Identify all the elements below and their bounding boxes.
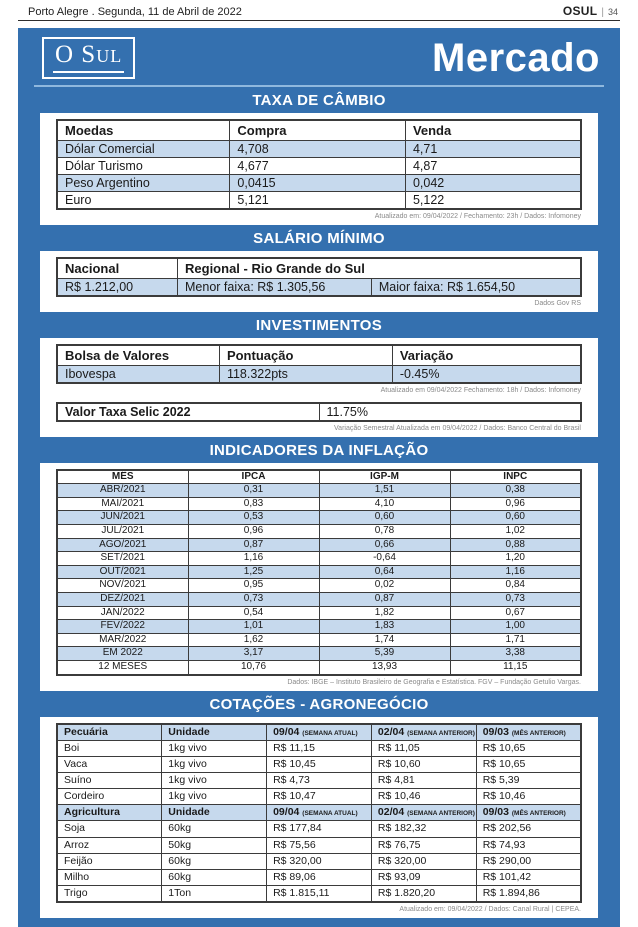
table-cell: 1,16 (188, 552, 319, 566)
table-cell: Ibovespa (57, 366, 219, 384)
table-cell: DEZ/2021 (57, 592, 188, 606)
table-cell: 0,0415 (230, 175, 406, 192)
table-cell: R$ 1.815,11 (267, 885, 372, 902)
brand-divider: | (601, 7, 604, 18)
table-cell: 0,54 (188, 606, 319, 620)
table-cell: 0,60 (450, 511, 581, 525)
column-subheader: (SEMANA ANTERIOR) (407, 729, 475, 737)
column-subheader: (MÊS ANTERIOR) (511, 729, 566, 737)
table-cell: AGO/2021 (57, 538, 188, 552)
table-cell: 1kg vivo (162, 740, 267, 756)
table-cell: R$ 75,56 (267, 837, 372, 853)
column-header: 09/04 (SEMANA ATUAL) (267, 724, 372, 741)
table-cell: R$ 93,09 (371, 869, 476, 885)
column-header: IPCA (188, 470, 319, 484)
section-title-inflacao: INDICADORES DA INFLAÇÃO (209, 441, 429, 459)
table-cell: 0,73 (188, 592, 319, 606)
page-top-bar (0, 0, 638, 19)
section-title-salario: SALÁRIO MÍNIMO (253, 230, 385, 248)
table-cell: Euro (57, 192, 230, 210)
table-cell: -0,64 (319, 552, 450, 566)
table-cell: 60kg (162, 853, 267, 869)
column-header: Unidade (162, 805, 267, 821)
table-cell: 1,71 (450, 633, 581, 647)
masthead-page-ref (563, 4, 618, 18)
column-header: Unidade (162, 724, 267, 741)
table-cell: R$ 10,65 (476, 756, 581, 772)
table-cell: 0,66 (319, 538, 450, 552)
table-cell: 1,16 (450, 565, 581, 579)
column-header: Pecuária (57, 724, 162, 741)
table-row (57, 403, 581, 421)
column-header: Bolsa de Valores (57, 345, 219, 366)
table-row (57, 853, 581, 869)
table-cell: 1,74 (319, 633, 450, 647)
column-header: 09/03 (MÊS ANTERIOR) (476, 805, 581, 821)
column-header: 09/04 (SEMANA ATUAL) (267, 805, 372, 821)
table-cell: R$ 182,32 (371, 821, 476, 837)
table-cell: 0,31 (188, 484, 319, 498)
column-header: Variação (392, 345, 581, 366)
dateline: Porto Alegre . Segunda, 11 de Abril de 2022 (28, 6, 242, 18)
table-cell: 1kg vivo (162, 773, 267, 789)
table-cell: 0,87 (319, 592, 450, 606)
column-header: Regional - Rio Grande do Sul (178, 258, 581, 279)
source-note-bolsa: Atualizado em 09/04/2022 Fechamento: 18h / Dados: Infomoney (380, 387, 581, 395)
osul-logo (42, 37, 135, 79)
card-cotacoes (40, 717, 598, 918)
selic-label: Valor Taxa Selic 2022 (57, 403, 319, 421)
table-cell: R$ 11,05 (371, 740, 476, 756)
table-cell: 4,71 (405, 141, 581, 158)
table-row (57, 869, 581, 885)
table-cell: Arroz (57, 837, 162, 853)
table-cell: FEV/2022 (57, 620, 188, 634)
table-cell: 60kg (162, 821, 267, 837)
table-cell: SET/2021 (57, 552, 188, 566)
source-note-inflacao: Dados: IBGE – Instituto Brasileiro de Geografia e Estatística. FGV – Fundação Getulio Vargas. (287, 678, 581, 686)
table-row (57, 279, 581, 297)
source-note-cotacoes: Atualizado em: 09/04/2022 / Dados: Canal Rural | CEPEA. (399, 906, 581, 913)
column-header: Venda (405, 120, 581, 141)
table-row (57, 141, 581, 158)
table-cell: Suíno (57, 773, 162, 789)
table-cell: 0,87 (188, 538, 319, 552)
table-row (57, 660, 581, 674)
table-salario (56, 257, 582, 297)
page-title: Mercado (432, 36, 600, 81)
table-cell: R$ 202,56 (476, 821, 581, 837)
table-row (57, 579, 581, 593)
table-cell: 0,88 (450, 538, 581, 552)
osul-logo-text: O Sul (53, 42, 124, 73)
source-note-cambio: Atualizado em: 09/04/2022 / Fechamento: 23h / Dados: Infomoney (374, 213, 581, 221)
table-cell: 0,042 (405, 175, 581, 192)
table-cell: Vaca (57, 756, 162, 772)
table-cell: 4,87 (405, 158, 581, 175)
table-cell: 0,96 (450, 497, 581, 511)
source-note-selic: Variação Semestral Atualizada em 09/04/2022 / Dados: Banco Central do Brasil (334, 424, 581, 432)
table-cell: 11,15 (450, 660, 581, 674)
table-cell: MAI/2021 (57, 497, 188, 511)
table-cell: R$ 320,00 (371, 853, 476, 869)
column-header: Moedas (57, 120, 230, 141)
table-header-row (57, 120, 581, 141)
table-cell: 10,76 (188, 660, 319, 674)
table-cell: 13,93 (319, 660, 450, 674)
card-investimentos (40, 338, 598, 436)
column-header: 09/03 (MÊS ANTERIOR) (476, 724, 581, 741)
table-cell: R$ 76,75 (371, 837, 476, 853)
table-header-row (57, 470, 581, 484)
table-row (57, 192, 581, 210)
table-inflacao (56, 469, 582, 676)
column-subheader: (MÊS ANTERIOR) (511, 810, 566, 818)
table-row (57, 620, 581, 634)
table-cell: R$ 10,45 (267, 756, 372, 772)
table-cell: Trigo (57, 885, 162, 902)
section-title-cambio: TAXA DE CÂMBIO (252, 92, 386, 110)
masthead-banner (18, 28, 620, 85)
table-row (57, 511, 581, 525)
table-cell: 0,78 (319, 525, 450, 539)
table-cell: 1kg vivo (162, 756, 267, 772)
table-cell: 1,00 (450, 620, 581, 634)
table-bolsa (56, 344, 582, 384)
table-cell: 0,38 (450, 484, 581, 498)
table-cell: Feijão (57, 853, 162, 869)
table-cell: 4,677 (230, 158, 406, 175)
table-cell: R$ 101,42 (476, 869, 581, 885)
table-cell: Dólar Turismo (57, 158, 230, 175)
table-cell: 5,121 (230, 192, 406, 210)
table-row (57, 366, 581, 384)
card-inflacao (40, 463, 598, 691)
table-cell: JUL/2021 (57, 525, 188, 539)
table-row (57, 175, 581, 192)
table-row (57, 837, 581, 853)
page-number: 34 (607, 7, 618, 17)
table-cell: R$ 74,93 (476, 837, 581, 853)
table-row (57, 484, 581, 498)
brand-name: OSUL (562, 4, 598, 18)
table-cell: 0,96 (188, 525, 319, 539)
table-cell: 3,17 (188, 647, 319, 661)
table-row (57, 773, 581, 789)
table-cell: R$ 320,00 (267, 853, 372, 869)
table-cell: Peso Argentino (57, 175, 230, 192)
table-cell: R$ 4,81 (371, 773, 476, 789)
table-row (57, 497, 581, 511)
table-cell: Soja (57, 821, 162, 837)
table-cell: 0,84 (450, 579, 581, 593)
table-cell: JUN/2021 (57, 511, 188, 525)
table-row (57, 756, 581, 772)
column-subheader: (SEMANA ANTERIOR) (407, 810, 475, 818)
table-cell: 0,73 (450, 592, 581, 606)
table-cell: OUT/2021 (57, 565, 188, 579)
table-cell: R$ 10,65 (476, 740, 581, 756)
table-cell: Milho (57, 869, 162, 885)
table-cell: 1,01 (188, 620, 319, 634)
table-cell: R$ 89,06 (267, 869, 372, 885)
table-cell: 1,20 (450, 552, 581, 566)
table-cell: Maior faixa: R$ 1.654,50 (371, 279, 581, 297)
table-header-row (57, 258, 581, 279)
top-rule (18, 20, 620, 21)
table-row (57, 885, 581, 902)
table-header-row-agricultura (57, 805, 581, 821)
table-cell: 4,10 (319, 497, 450, 511)
table-cell: 0,67 (450, 606, 581, 620)
column-subheader: (SEMANA ATUAL) (302, 810, 358, 818)
table-row (57, 633, 581, 647)
column-subheader: (SEMANA ATUAL) (302, 729, 358, 737)
column-header: Nacional (57, 258, 178, 279)
table-cell: Menor faixa: R$ 1.305,56 (178, 279, 372, 297)
table-row (57, 740, 581, 756)
table-cell: R$ 10,46 (476, 789, 581, 805)
column-header: 02/04 (SEMANA ANTERIOR) (371, 724, 476, 741)
table-cell: 0,95 (188, 579, 319, 593)
table-row (57, 647, 581, 661)
column-header: IGP-M (319, 470, 450, 484)
table-row (57, 789, 581, 805)
column-header: INPC (450, 470, 581, 484)
table-cell: 1,62 (188, 633, 319, 647)
table-row (57, 538, 581, 552)
table-cotacoes (56, 723, 582, 903)
table-cell: R$ 290,00 (476, 853, 581, 869)
table-cell: Cordeiro (57, 789, 162, 805)
table-cell: R$ 4,73 (267, 773, 372, 789)
table-cell: 4,708 (230, 141, 406, 158)
table-cell: NOV/2021 (57, 579, 188, 593)
table-cell: R$ 10,60 (371, 756, 476, 772)
table-selic (56, 402, 582, 422)
table-cambio (56, 119, 582, 210)
table-row (57, 552, 581, 566)
table-cell: 5,39 (319, 647, 450, 661)
table-cell: 12 MESES (57, 660, 188, 674)
table-row (57, 158, 581, 175)
table-cell: ABR/2021 (57, 484, 188, 498)
table-cell: 1,51 (319, 484, 450, 498)
table-cell: 1Ton (162, 885, 267, 902)
table-cell: 1,25 (188, 565, 319, 579)
table-cell: 0,83 (188, 497, 319, 511)
table-cell: 118.322pts (219, 366, 392, 384)
table-cell: 1kg vivo (162, 789, 267, 805)
column-header: Compra (230, 120, 406, 141)
column-header: 02/04 (SEMANA ANTERIOR) (371, 805, 476, 821)
table-row (57, 525, 581, 539)
table-cell: -0.45% (392, 366, 581, 384)
card-salario (40, 251, 598, 312)
table-cell: EM 2022 (57, 647, 188, 661)
table-cell: 0,53 (188, 511, 319, 525)
table-cell: 3,38 (450, 647, 581, 661)
table-header-row (57, 345, 581, 366)
card-cambio (40, 113, 598, 225)
table-cell: 60kg (162, 869, 267, 885)
table-cell: 1,83 (319, 620, 450, 634)
table-row (57, 606, 581, 620)
section-title-investimentos: INVESTIMENTOS (255, 317, 383, 335)
table-header-row-pecuaria (57, 724, 581, 741)
table-cell: MAR/2022 (57, 633, 188, 647)
table-cell: 0,60 (319, 511, 450, 525)
table-cell: 1,82 (319, 606, 450, 620)
column-header: MÊS (57, 470, 188, 484)
table-cell: R$ 11,15 (267, 740, 372, 756)
table-cell: 1,02 (450, 525, 581, 539)
table-cell: R$ 5,39 (476, 773, 581, 789)
column-header: Pontuação (219, 345, 392, 366)
table-row (57, 821, 581, 837)
table-cell: R$ 1.894,86 (476, 885, 581, 902)
table-cell: R$ 10,46 (371, 789, 476, 805)
table-cell: Boi (57, 740, 162, 756)
table-cell: Dólar Comercial (57, 141, 230, 158)
table-cell: JAN/2022 (57, 606, 188, 620)
table-row (57, 565, 581, 579)
table-cell: 50kg (162, 837, 267, 853)
selic-value: 11.75% (319, 403, 581, 421)
table-cell: R$ 10,47 (267, 789, 372, 805)
table-cell: 0,02 (319, 579, 450, 593)
table-cell: R$ 177,84 (267, 821, 372, 837)
table-cell: R$ 1.212,00 (57, 279, 178, 297)
column-header: Agricultura (57, 805, 162, 821)
section-title-cotacoes: COTAÇÕES - AGRONEGÓCIO (209, 695, 429, 713)
table-cell: 5,122 (405, 192, 581, 210)
table-cell: 0,64 (319, 565, 450, 579)
market-sheet (18, 28, 620, 927)
source-note-salario: Dados Gov RS (534, 300, 581, 308)
table-cell: R$ 1.820,20 (371, 885, 476, 902)
table-row (57, 592, 581, 606)
